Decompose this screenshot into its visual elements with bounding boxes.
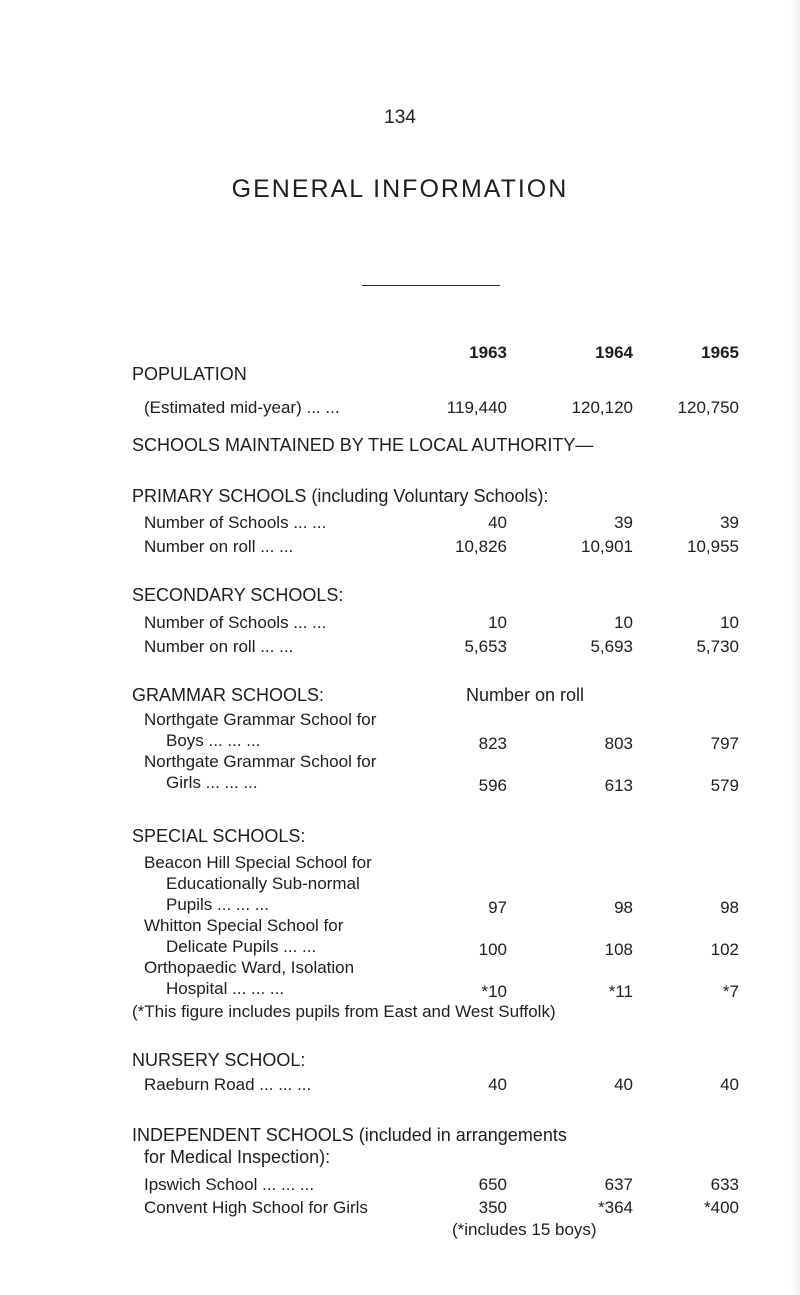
special-row-value: *11 [608, 982, 633, 1001]
grammar-subheading: Number on roll [466, 685, 585, 705]
divider [362, 285, 500, 286]
schools-heading: SCHOOLS MAINTAINED BY THE LOCAL AUTHORITY— [132, 435, 594, 455]
primary-row-value: 10,901 [581, 537, 633, 556]
primary-row-value: 10,826 [455, 537, 507, 556]
primary-row-value: 39 [720, 513, 739, 532]
year-header-1964: 1964 [595, 343, 633, 362]
population-value-1963: 119,440 [446, 398, 507, 417]
special-row-value: 102 [710, 940, 739, 959]
grammar-row-value: 823 [478, 734, 507, 753]
secondary-row-value: 5,730 [696, 637, 739, 656]
primary-row-label: Number on roll ... ... [144, 537, 294, 556]
population-label: (Estimated mid-year) ... ... [144, 398, 340, 417]
page-number: 134 [384, 107, 416, 128]
grammar-row-label: Northgate Grammar School for [144, 752, 377, 771]
nursery-row-label: Raeburn Road ... ... ... [144, 1075, 312, 1094]
primary-row-value: 39 [614, 513, 633, 532]
primary-row-value: 40 [488, 513, 507, 532]
secondary-row-value: 5,693 [590, 637, 633, 656]
grammar-row-label: Boys ... ... ... [166, 731, 261, 750]
independent-row-label: Ipswich School ... ... ... [144, 1175, 315, 1194]
special-row-label: Orthopaedic Ward, Isolation [144, 958, 355, 977]
page-edge-shading [790, 0, 800, 1295]
special-row-value: 98 [614, 898, 633, 917]
independent-heading-cont: for Medical Inspection): [144, 1147, 331, 1167]
secondary-row-value: 5,653 [464, 637, 507, 656]
special-row-label: Beacon Hill Special School for [144, 853, 372, 872]
special-row-value: *7 [722, 982, 739, 1001]
secondary-row-value: 10 [614, 613, 633, 632]
grammar-row-label: Girls ... ... ... [166, 773, 258, 792]
independent-row-value: *364 [598, 1198, 633, 1217]
nursery-heading: NURSERY SCHOOL: [132, 1050, 306, 1070]
special-row-value: *10 [481, 982, 507, 1001]
nursery-row-value: 40 [720, 1075, 739, 1094]
special-row-value: 98 [720, 898, 739, 917]
special-row-label: Pupils ... ... ... [166, 895, 269, 914]
special-row-value: 100 [478, 940, 507, 959]
independent-row-value: *400 [704, 1198, 739, 1217]
special-row-label: Whitton Special School for [144, 916, 344, 935]
grammar-row-value: 579 [710, 776, 739, 795]
special-heading: SPECIAL SCHOOLS: [132, 826, 306, 846]
population-value-1965: 120,750 [677, 398, 739, 417]
independent-note: (*includes 15 boys) [452, 1220, 597, 1239]
nursery-row-value: 40 [614, 1075, 633, 1094]
independent-row-value: 637 [604, 1175, 633, 1194]
nursery-row-value: 40 [488, 1075, 507, 1094]
grammar-row-value: 613 [604, 776, 633, 795]
secondary-row-value: 10 [488, 613, 507, 632]
special-row-label: Delicate Pupils ... ... [166, 937, 317, 956]
special-row-label: Hospital ... ... ... [166, 979, 285, 998]
secondary-row-label: Number of Schools ... ... [144, 613, 327, 632]
independent-heading: INDEPENDENT SCHOOLS (included in arrangements [132, 1125, 567, 1145]
population-heading: POPULATION [132, 364, 247, 384]
independent-row-label: Convent High School for Girls [144, 1198, 368, 1217]
primary-row-value: 10,955 [687, 537, 739, 556]
special-row-value: 108 [604, 940, 633, 959]
secondary-heading: SECONDARY SCHOOLS: [132, 585, 344, 605]
grammar-row-value: 596 [478, 776, 507, 795]
grammar-row-value: 803 [604, 734, 633, 753]
secondary-row-value: 10 [720, 613, 739, 632]
grammar-row-value: 797 [710, 734, 739, 753]
year-header-1965: 1965 [701, 343, 739, 362]
independent-row-value: 650 [478, 1175, 507, 1194]
grammar-row-label: Northgate Grammar School for [144, 710, 377, 729]
special-row-value: 97 [488, 898, 507, 917]
population-value-1964: 120,120 [571, 398, 633, 417]
secondary-row-label: Number on roll ... ... [144, 637, 294, 656]
independent-row-value: 633 [710, 1175, 739, 1194]
special-row-label: Educationally Sub-normal [166, 874, 360, 893]
primary-row-label: Number of Schools ... ... [144, 513, 327, 532]
independent-row-value: 350 [478, 1198, 507, 1217]
primary-heading: PRIMARY SCHOOLS (including Voluntary Schools): [132, 486, 549, 506]
special-note: (*This figure includes pupils from East and West Suffolk) [132, 1002, 556, 1021]
year-header-1963: 1963 [469, 343, 507, 362]
page-title: GENERAL INFORMATION [231, 175, 569, 203]
grammar-heading: GRAMMAR SCHOOLS: [132, 685, 325, 705]
